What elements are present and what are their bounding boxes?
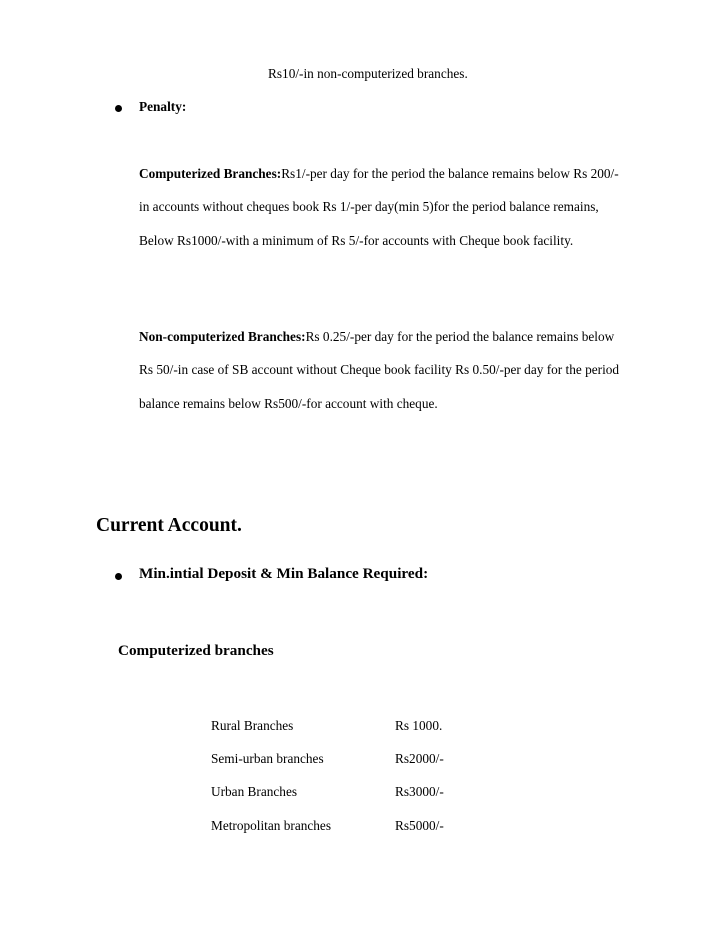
bullet-icon [115,105,122,112]
branch-row-label: Rural Branches [211,718,294,733]
branch-row-label: Urban Branches [211,784,298,799]
current-account-title: Current Account. [96,515,242,536]
branch-row-value: Rs5000/- [395,818,444,833]
penalty-label: Penalty: [139,99,187,114]
non-computerized-penalty-line-2: Rs 50/-in case of SB account without Cheque book facility Rs 0.50/-per day for the period [139,362,620,377]
branch-row-value: Rs2000/- [395,751,444,766]
bullet-icon [115,573,122,580]
branch-row-label: Metropolitan branches [211,818,332,833]
non-computerized-penalty-line-1 [139,329,614,345]
computerized-penalty-text-1: Rs1/-per day for the period the balance remains below Rs 200/- [281,166,619,181]
computerized-penalty-line-3: Below Rs1000/-with a minimum of Rs 5/-for accounts with Cheque book facility. [139,233,574,248]
min-deposit-bullet-text: Min.intial Deposit & Min Balance Required: [139,565,429,582]
non-computerized-penalty-text-1: Rs 0.25/-per day for the period the balance remains below [305,329,615,344]
branch-row-value: Rs3000/- [395,784,444,799]
branch-row-label: Semi-urban branches [211,751,324,766]
continuation-line: Rs10/-in non-computerized branches. [268,66,468,81]
non-computerized-penalty-line-3: balance remains below Rs500/-for account with cheque. [139,396,438,411]
non-computerized-penalty-heading: Non-computerized Branches: [139,329,306,344]
computerized-penalty-heading: Computerized Branches: [139,166,282,181]
computerized-penalty-line-1 [139,166,619,182]
computerized-branches-subheading: Computerized branches [118,642,274,659]
computerized-penalty-line-2: in accounts without cheques book Rs 1/-per day(min 5)for the period balance remains, [139,199,599,214]
branch-row-value: Rs 1000. [395,718,443,733]
